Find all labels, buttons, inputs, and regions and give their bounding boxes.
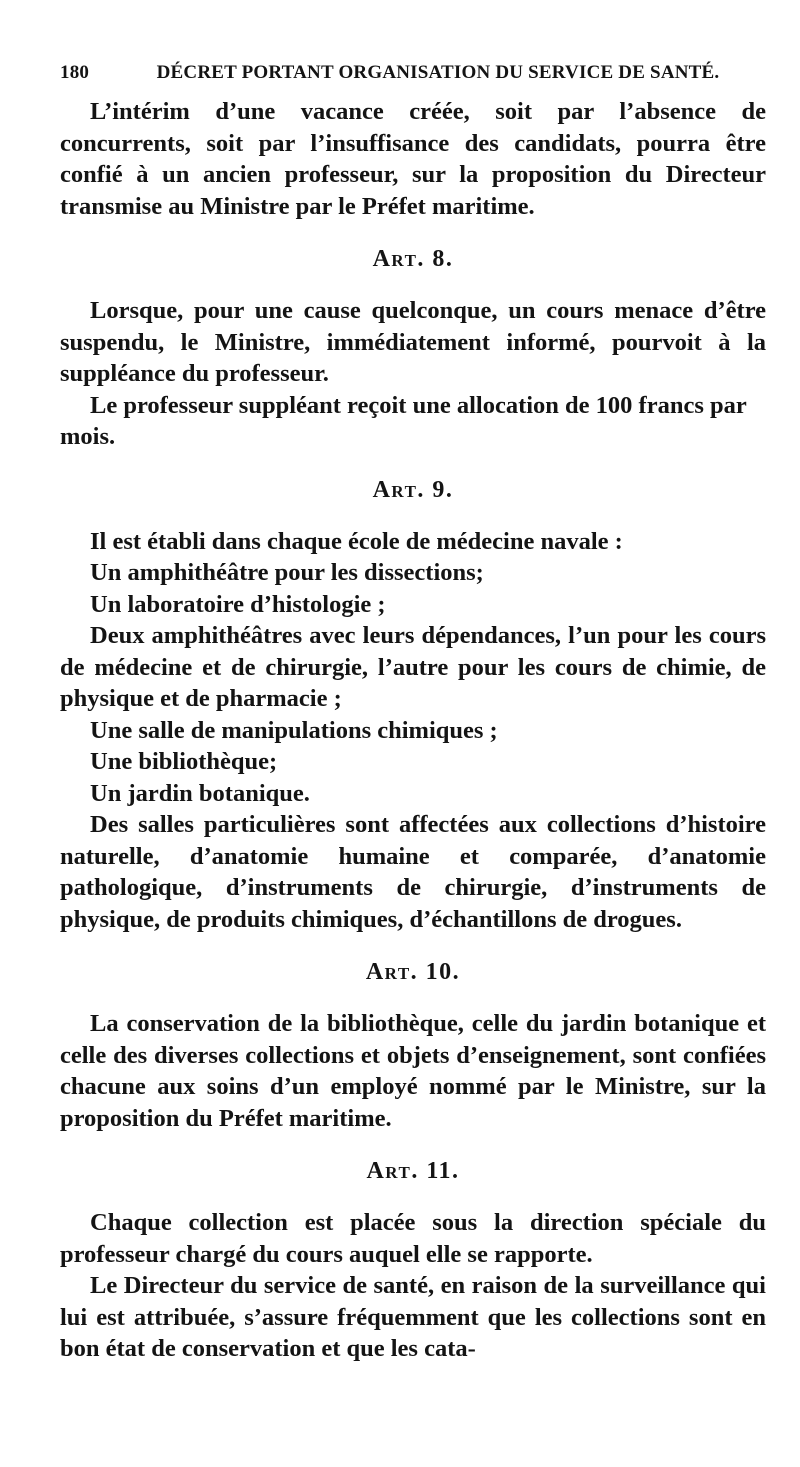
article-word: Art.: [365, 959, 419, 985]
paragraph: Le Directeur du service de santé, en raison de la surveillance qui lui est attribuée, s’assure fréquemment que les collections sont en bon état de conservation et que les cata-: [60, 1272, 766, 1362]
paragraph: L’intérim d’une vacance créée, soit par l’absence de concurrents, soit par l’insuffisance des candidats, pourra être confié à un ancien professeur, sur la proposition du Directeur transmise au Ministre par le Préfet maritime.: [60, 98, 766, 220]
running-title: DÉCRET PORTANT ORGANISATION DU SERVICE DE SANTÉ.: [156, 62, 720, 83]
list-item: Un amphithéâtre pour les dissections;: [90, 559, 484, 586]
paragraph: Il est établi dans chaque école de médecine navale :: [90, 527, 623, 555]
list-item: Un jardin botanique.: [90, 779, 310, 807]
document-page: [60, 62, 766, 1365]
article-heading-11: [60, 1156, 766, 1187]
list-item: Deux amphithéâtres avec leurs dépendances, l’un pour les cours de médecine et de chirurgie, l’autre pour les cours de chimie, de physique et de pharmacie ;: [60, 622, 766, 712]
list-item: Un laboratoire d’histologie ;: [90, 590, 386, 618]
paragraph: La conservation de la bibliothèque, celle du jardin botanique et celle des diverses collections et objets d’enseignement, sont confiées chacune aux soins d’un employé nommé par le Ministre, sur la proposition du Préfet maritime.: [60, 1010, 766, 1132]
paragraph: Des salles particulières sont affectées aux collections d’histoire naturelle, d’anatomie humaine et comparée, d’anatomie pathologique, d’instruments de chirurgie, d’instruments de physique, de produits chimiques, d’échantillons de drogues.: [60, 811, 766, 933]
article-word: Art.: [366, 1158, 419, 1184]
article-word: Art.: [372, 476, 425, 503]
article-heading-9: [60, 475, 766, 506]
paragraph: Lorsque, pour une cause quelconque, un cours menace d’être suspendu, le Ministre, immédiatement informé, pourvoit à la suppléance du professeur.: [60, 297, 766, 387]
article-number: 10.: [425, 959, 461, 985]
list-item: Une salle de manipulations chimiques ;: [90, 716, 498, 744]
article-heading-8: [60, 244, 766, 275]
article-number: 8.: [432, 246, 454, 272]
article-word: Art.: [372, 246, 425, 272]
article-heading-10: [60, 957, 766, 988]
list-item: Une bibliothèque;: [90, 748, 278, 775]
running-header: [60, 62, 766, 96]
article-number: 11.: [426, 1158, 460, 1184]
article-number: 9.: [432, 476, 454, 503]
paragraph: Le professeur suppléant reçoit une allocation de 100 francs par mois.: [60, 391, 747, 450]
paragraph: Chaque collection est placée sous la direction spéciale du professeur chargé du cours auquel elle se rapporte.: [60, 1209, 766, 1268]
page-number: 180: [60, 62, 90, 83]
